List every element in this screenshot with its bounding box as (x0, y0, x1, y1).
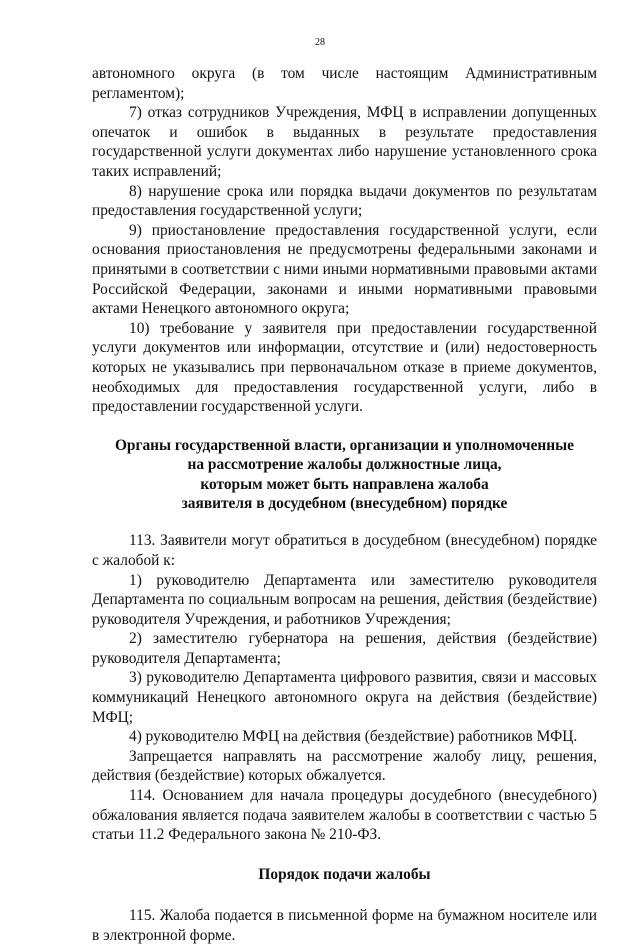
paragraph: автономного округа (в том числе настоящим Административным регламентом); (92, 65, 597, 102)
paragraph: 8) нарушение срока или порядка выдачи документов по результатам предоставления государственной услуги; (92, 182, 597, 220)
paragraph: 115. Жалоба подается в письменной форме на бумажном носителе или в электронной форме. (92, 907, 597, 944)
heading-line: заявителя в досудебном (внесудебном) порядке (181, 494, 508, 512)
section-heading: Порядок подачи жалобы (258, 865, 431, 883)
paragraph: 113. Заявители могут обратиться в досудебном (внесудебном) порядке с жалобой к: (92, 532, 597, 569)
paragraph: 3) руководителю Департамента цифрового развития, связи и массовых коммуникаций Ненецкого автономного округа на действия (бездействие) МФЦ; (92, 669, 597, 726)
heading-line: которым может быть направлена жалоба (200, 475, 489, 493)
paragraph: Запрещается направлять на рассмотрение жалобу лицу, решения, действия (бездействие) которых обжалуется. (92, 747, 597, 785)
paragraph: 10) требование у заявителя при предоставлении государственной услуги документов или информации, отсутствие и (или) недостоверность которых не указывались при первоначальном отказе в приеме документов, необходимых для предоставления государственной услуги, либо в предоставлении государственной услуги. (92, 319, 597, 416)
paragraph: 2) заместителю губернатора на решения, действия (бездействие) руководителя Департамента; (92, 630, 597, 667)
heading-line: на рассмотрение жалобы должностные лица, (187, 456, 502, 474)
page-number: 28 (315, 37, 325, 48)
paragraph: 1) руководителю Департамента или заместителю руководителя Департамента по социальным вопросам на решения, действия (бездействие) руководителя Учреждения, и работников Учреждения; (92, 571, 597, 628)
paragraph: 7) отказ сотрудников Учреждения, МФЦ в исправлении допущенных опечаток и ошибок в выданных в результате предоставления государственной услуги документах либо нарушение установленного срока таких исправлений; (92, 104, 597, 180)
paragraph: 9) приостановление предоставления государственной услуги, если основания приостановления не предусмотрены федеральными законами и принятыми в соответствии с ними иными нормативными правовыми актами Российской Федерации, законами и иными нормативными правовыми актами Ненецкого автономного округа; (92, 221, 597, 318)
paragraph: 4) руководителю МФЦ на действия (бездействие) работников МФЦ. (129, 728, 578, 746)
page-content (92, 64, 597, 945)
paragraph: 114. Основанием для начала процедуры досудебного (внесудебного) обжалования является подача заявителем жалобы в соответствии с частью 5 статьи 11.2 Федерального закона № 210-ФЗ. (92, 787, 597, 844)
heading-line: Органы государственной власти, организации и уполномоченные (114, 436, 575, 454)
section-heading (92, 436, 597, 514)
